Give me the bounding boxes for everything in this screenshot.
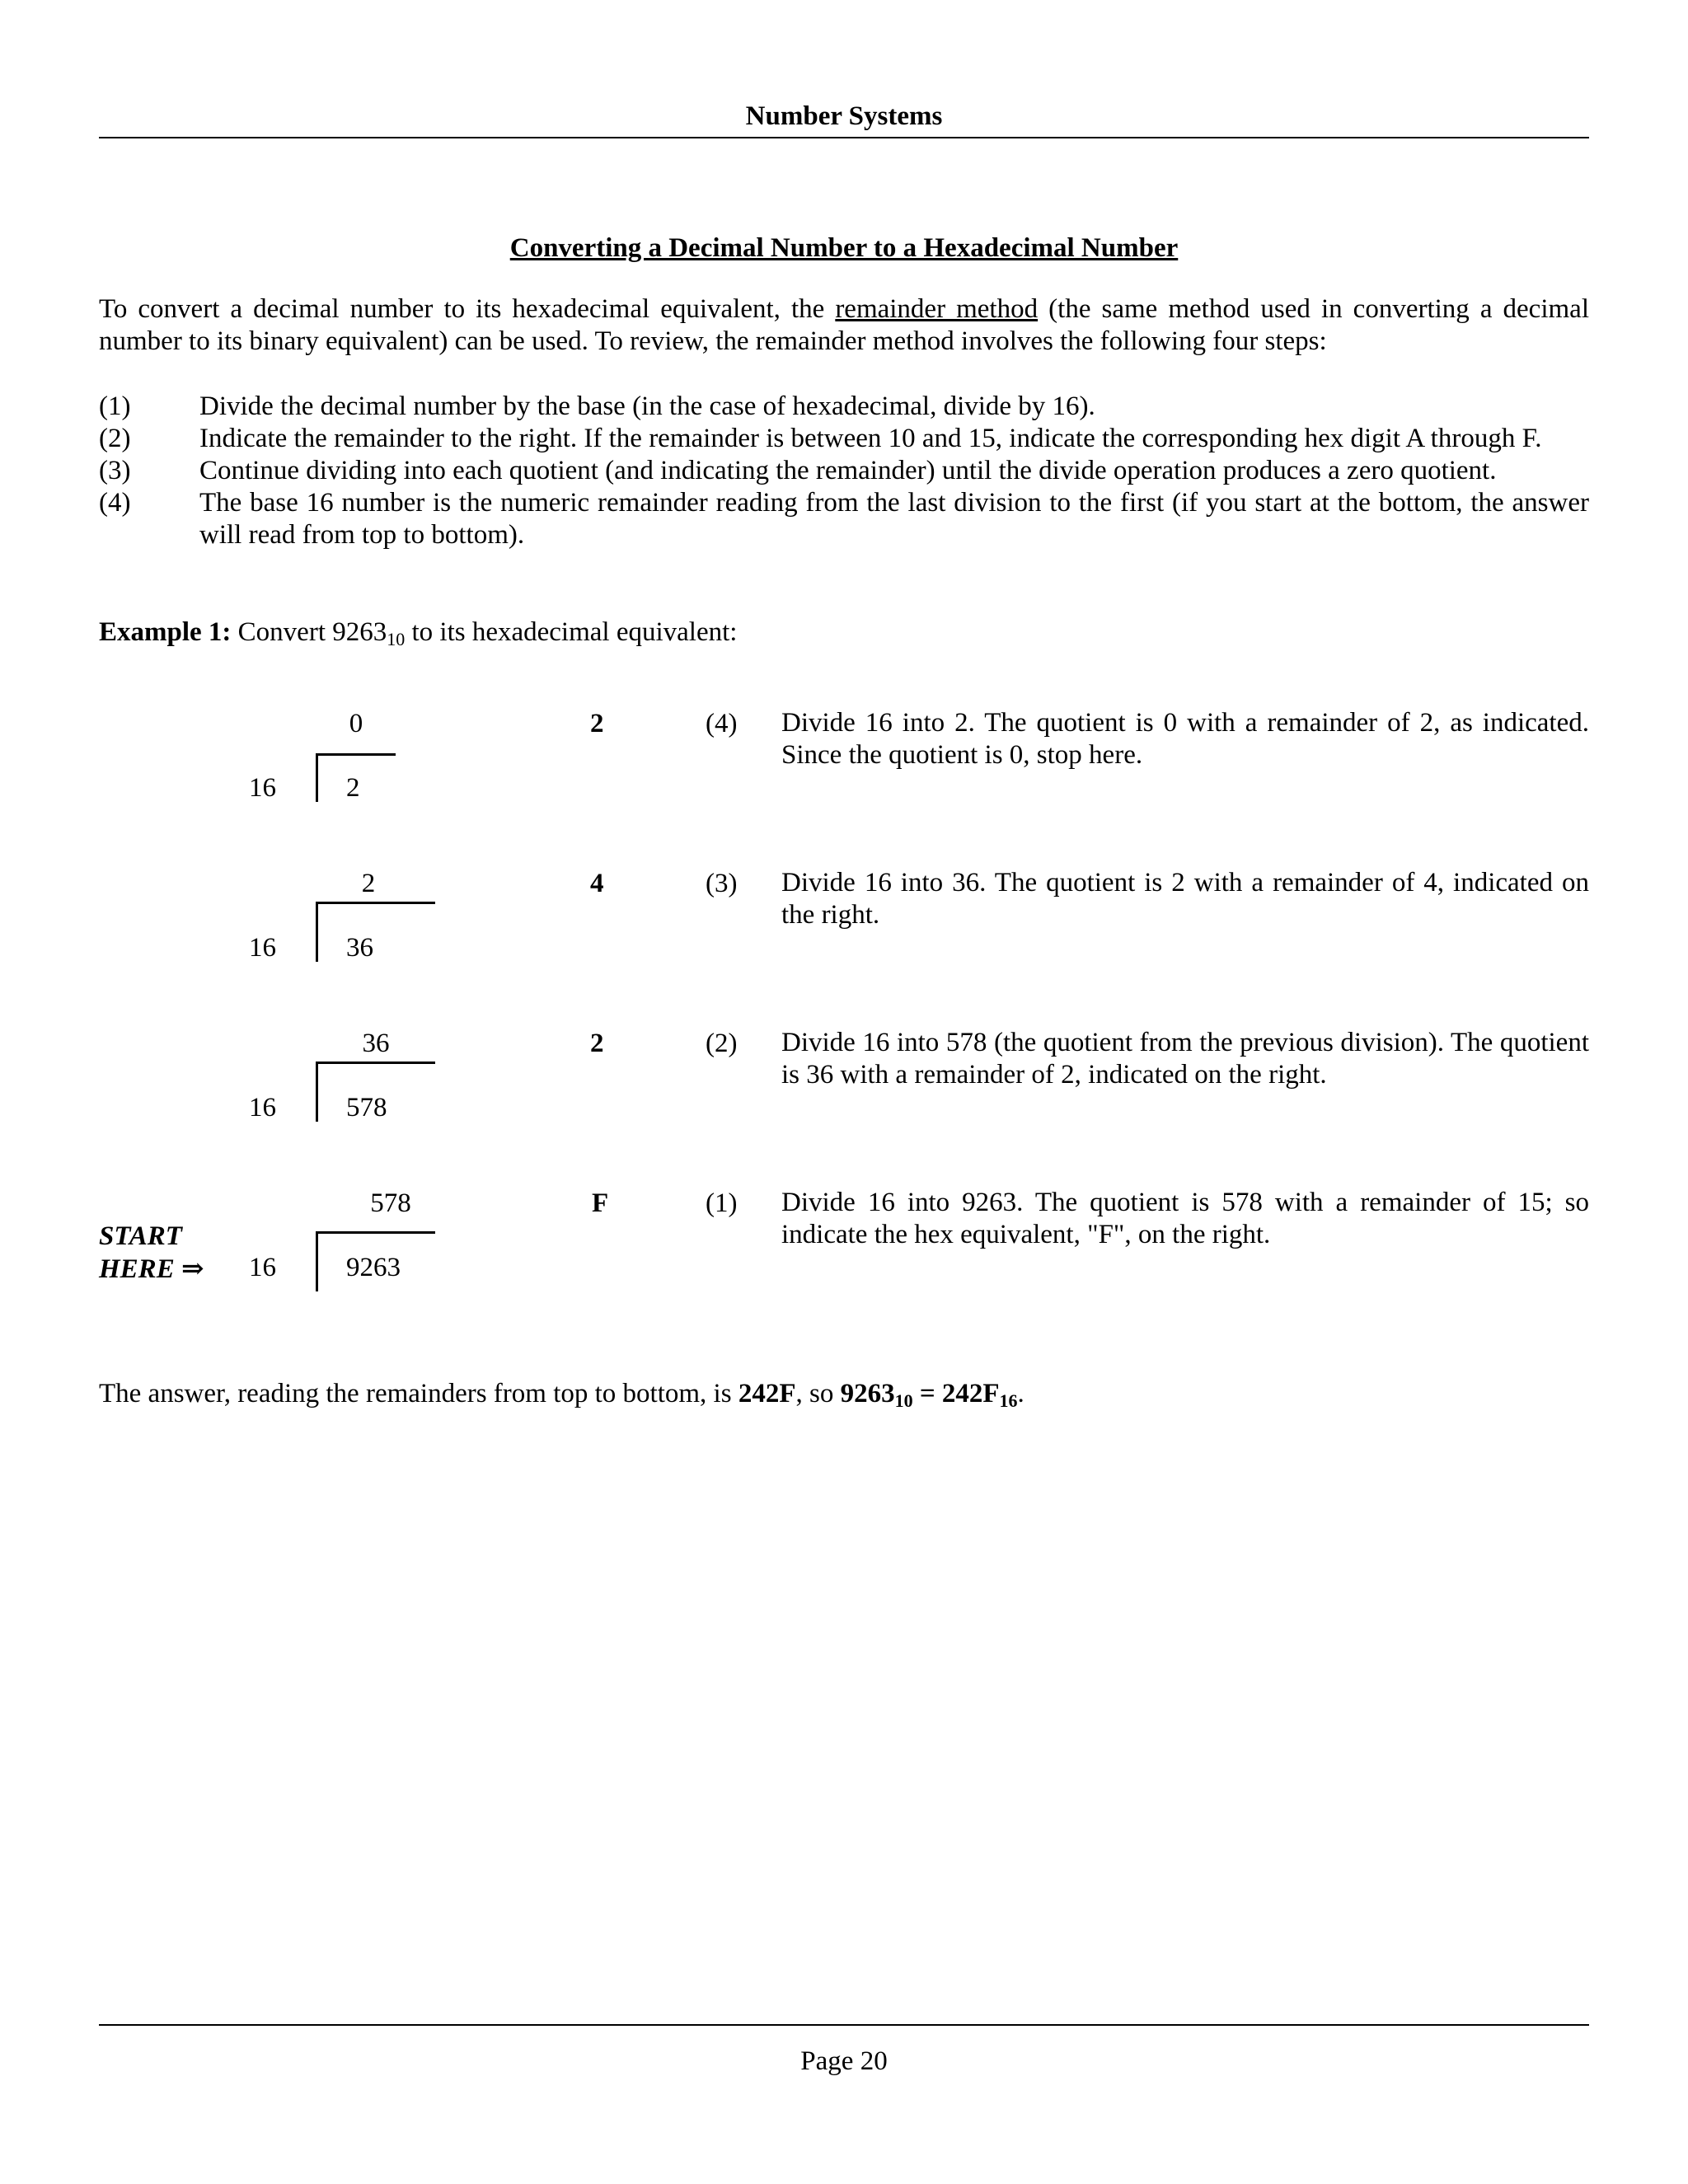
start-label-line1: START: [99, 1221, 182, 1251]
answer-text: The answer, reading the remainders from top to bottom, is: [99, 1379, 738, 1408]
step-item: [99, 455, 1589, 487]
intro-text-after: (the same method used in converting a decimal number to its binary equivalent) can be used. To review, the remainder method involves the following four steps:: [99, 294, 1589, 356]
division-description: Divide 16 into 578 (the quotient from the previous division). The quotient is 36 with a remainder of 2, indicated on the right.: [781, 1028, 1589, 1090]
answer-equals-hex: = 242F: [912, 1379, 1000, 1408]
header-rule: [99, 137, 1589, 138]
step-text: Indicate the remainder to the right. If the remainder is between 10 and 15, indicate the corresponding hex digit A through F.: [199, 424, 1542, 453]
answer-decimal: 9263: [840, 1379, 895, 1408]
division-dividend: 36: [346, 933, 373, 963]
example-text: Convert 9263: [231, 617, 387, 647]
division-remainder: 2: [590, 709, 604, 738]
division-quotient: 2: [361, 869, 376, 898]
step-text: Continue dividing into each quotient (and indicating the remainder) until the divide operation produces a zero quotient.: [199, 456, 1497, 485]
answer-hex-subscript: 16: [999, 1390, 1018, 1411]
answer-end: .: [1017, 1379, 1025, 1408]
division-step-number: (4): [706, 709, 738, 738]
step-text: Divide the decimal number by the base (in the case of hexadecimal, divide by 16).: [199, 391, 1095, 421]
step-number: (1): [99, 391, 131, 421]
division-dividend: 9263: [346, 1253, 401, 1282]
division-remainder: F: [592, 1188, 609, 1218]
division-description: Divide 16 into 36. The quotient is 2 with a remainder of 4, indicated on the right.: [781, 868, 1589, 930]
division-divisor: 16: [249, 933, 276, 963]
division-step-number: (1): [706, 1188, 738, 1218]
step-item: [99, 391, 1589, 423]
division-dividend: 2: [346, 773, 360, 803]
answer-sentence: [99, 1375, 1025, 1413]
division-divisor: 16: [249, 1093, 276, 1122]
step-text: The base 16 number is the numeric remainder reading from the last division to the first (if you start at the bottom, the answer will read from top to bottom).: [199, 488, 1589, 550]
steps-list: [99, 391, 1589, 551]
step-number: (2): [99, 424, 131, 453]
intro-text-before: To convert a decimal number to its hexadecimal equivalent, the: [99, 294, 836, 324]
division-step-number: (3): [706, 869, 738, 898]
example-subscript: 10: [387, 629, 406, 649]
intro-paragraph: [99, 293, 1589, 358]
division-quotient: 578: [370, 1188, 411, 1218]
division-step-number: (2): [706, 1029, 738, 1058]
footer-rule: [99, 2024, 1589, 2026]
start-label-line2: HERE ⇒: [99, 1254, 204, 1284]
step-item: [99, 487, 1589, 551]
example-heading: [99, 613, 737, 651]
division-remainder: 4: [590, 869, 604, 898]
page-number: Page 20: [800, 2046, 888, 2076]
division-quotient: 36: [362, 1029, 390, 1058]
division-description: Divide 16 into 2. The quotient is 0 with a remainder of 2, as indicated. Since the quotient is 0, stop here.: [781, 708, 1589, 770]
division-divisor: 16: [249, 773, 276, 803]
answer-decimal-subscript: 10: [894, 1390, 913, 1411]
step-item: [99, 423, 1589, 455]
division-description: Divide 16 into 9263. The quotient is 578 with a remainder of 15; so indicate the hex equivalent, "F", on the right.: [781, 1188, 1589, 1249]
division-quotient: 0: [349, 709, 363, 738]
division-remainder: 2: [590, 1029, 604, 1058]
example-label: Example 1:: [99, 617, 232, 647]
section-title: Converting a Decimal Number to a Hexadecimal Number: [509, 233, 1179, 263]
division-dividend: 578: [346, 1093, 387, 1122]
division-divisor: 16: [249, 1253, 276, 1282]
page-header-title: Number Systems: [745, 101, 943, 131]
step-number: (3): [99, 456, 131, 485]
remainder-method-term: remainder method: [835, 294, 1039, 324]
division-bracket: [316, 902, 435, 962]
answer-hex: 242F: [738, 1379, 796, 1408]
example-text-after: to its hexadecimal equivalent:: [405, 617, 738, 647]
answer-mid: , so: [795, 1379, 841, 1408]
step-number: (4): [99, 488, 131, 518]
